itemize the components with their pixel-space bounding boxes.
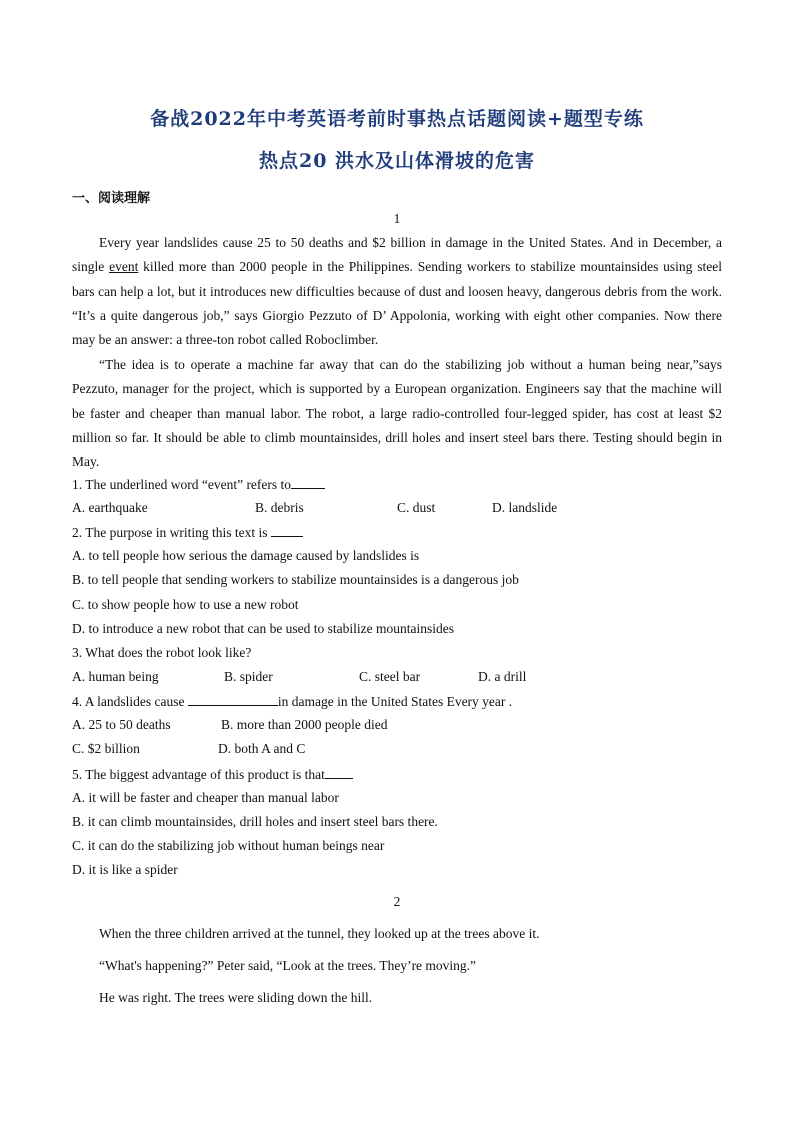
passage-number: 2 <box>393 894 401 909</box>
answer-option: C. it can do the stabilizing job without human beings near <box>72 838 385 853</box>
answer-option: B. debris <box>255 500 304 515</box>
answer-option: D. both A and C <box>218 741 306 756</box>
underlined-word: event <box>109 259 139 275</box>
question-stem: 3. What does the robot look like? <box>72 645 252 660</box>
answer-option: C. to show people how to use a new robot <box>72 597 299 612</box>
passage-number: 1 <box>393 211 401 226</box>
section-heading: 一、阅读理解 <box>72 191 151 206</box>
question-stem: 2. The purpose in writing this text is <box>72 524 303 541</box>
page-subtitle: 热点20 洪水及山体滑坡的危害 <box>258 150 536 172</box>
answer-option: D. landslide <box>492 500 558 515</box>
story-line: He was right. The trees were sliding down the hill. <box>99 990 373 1005</box>
answer-option: A. 25 to 50 deaths <box>72 717 171 732</box>
paragraph-text: killed more than 2000 people in the Philippines. Sending workers to stabilize mountainsides using steel bars can help a lot, but it introduces new difficulties because of dust and loosen heavy, dangerous debris from the work. “It’s a quite dangerous job,” says Giorgio Pezzuto of D’ Appolonia, working with eight other companies. Now there may be an answer: a three-ton robot called Roboclimber. <box>72 259 722 348</box>
question-stem: 5. The biggest advantage of this product is that <box>72 766 353 783</box>
answer-option: D. to introduce a new robot that can be used to stabilize mountainsides <box>72 621 455 636</box>
answer-option: C. $2 billion <box>72 741 140 756</box>
answer-option: D. a drill <box>478 669 527 684</box>
answer-option: D. it is like a spider <box>72 862 178 877</box>
answer-option: A. to tell people how serious the damage caused by landslides is <box>72 548 420 563</box>
answer-option: A. human being <box>72 669 159 684</box>
answer-option: B. more than 2000 people died <box>221 717 388 732</box>
paragraph-text: Every year landslides cause 25 to 50 deaths and $2 billion in damage in the United States. And in December, a single <box>72 235 722 275</box>
story-line: When the three children arrived at the tunnel, they looked up at the trees above it. <box>99 926 540 941</box>
story-line: “What's happening?” Peter said, “Look at the trees. They’re moving.” <box>99 958 477 973</box>
answer-option: C. dust <box>397 500 436 515</box>
passage-paragraph: “The idea is to operate a machine far away that can do the stabilizing job without a human being near,”says Pezzuto, manager for the project, which is supported by a European organization. Engineers say that the machine will be faster and cheaper than manual labor. The robot, a large radio-controlled four-legged spider, has cost at least $2 million so far. It should be able to climb mountainsides, drill holes and insert steel bars there. Testing should begin in May. <box>72 357 722 470</box>
question-stem: 1. The underlined word “event” refers to <box>72 476 325 493</box>
page-title: 备战2022年中考英语考前时事热点话题阅读+题型专练 <box>150 108 644 130</box>
answer-option: B. it can climb mountainsides, drill holes and insert steel bars there. <box>72 814 438 829</box>
answer-option: C. steel bar <box>359 669 421 684</box>
answer-option: B. to tell people that sending workers to stabilize mountainsides is a dangerous job <box>72 572 519 587</box>
answer-option: A. it will be faster and cheaper than manual labor <box>72 790 339 805</box>
answer-option: B. spider <box>224 669 273 684</box>
answer-option: A. earthquake <box>72 500 148 515</box>
question-stem: 4. A landslides cause in damage in the United States Every year . <box>72 694 513 709</box>
passage-paragraph <box>72 231 722 352</box>
